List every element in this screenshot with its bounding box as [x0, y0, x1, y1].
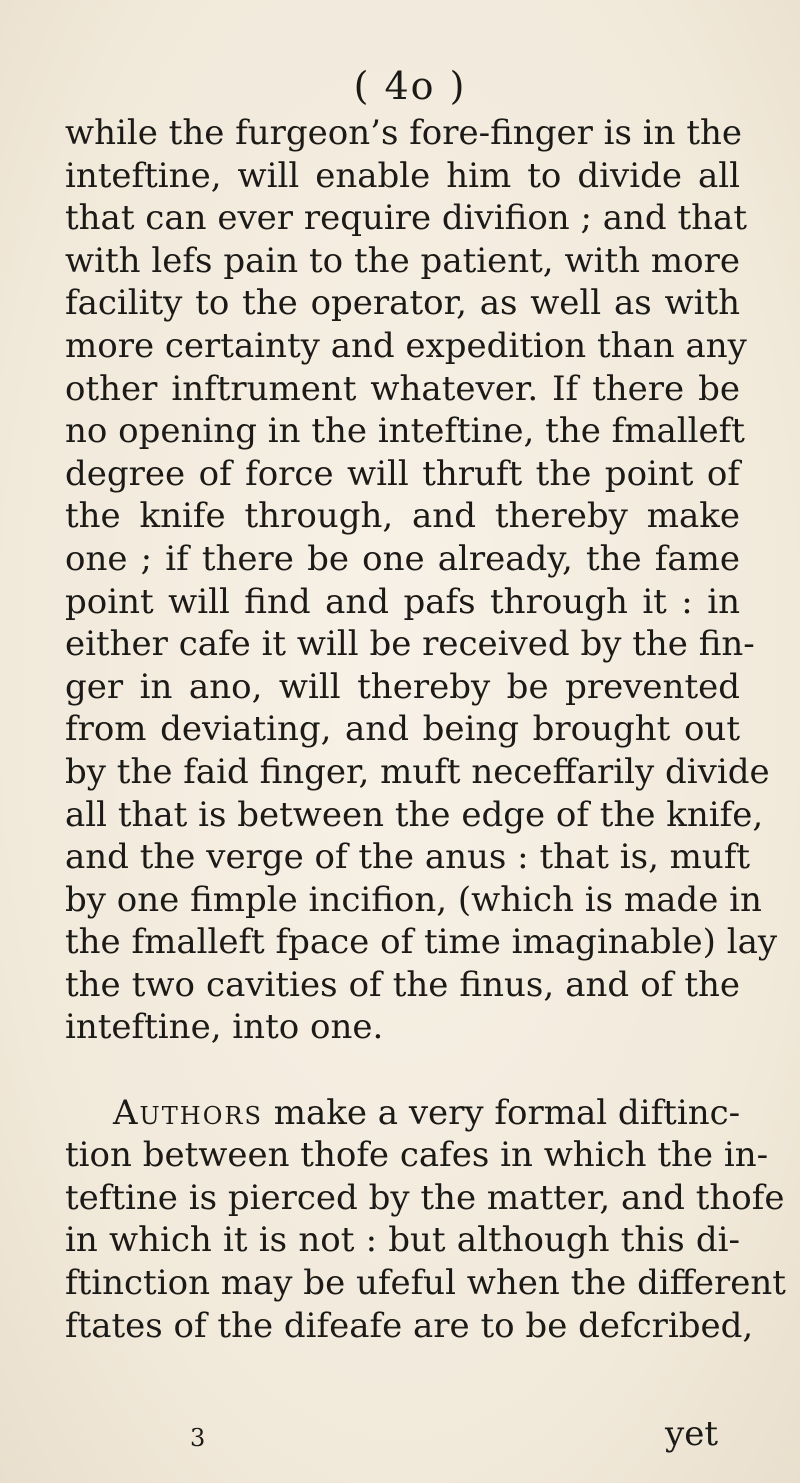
text-line: ger in ano, will thereby be prevented	[65, 666, 740, 707]
page-footer	[0, 1414, 800, 1464]
text-line: ftinction may be ufeful when the different	[65, 1263, 786, 1304]
text-line: while the furgeon’s fore-finger is in the	[65, 113, 743, 153]
text-line: more certainty and expedition than any	[65, 325, 747, 366]
paragraph-break	[65, 1049, 740, 1092]
text-line: in which it is not : but although this di-	[65, 1220, 740, 1261]
text-line: inteftine, into one.	[65, 1007, 384, 1048]
text-line: and the verge of the anus : that is, muft	[65, 837, 751, 878]
text-line: all that is between the edge of the knife,	[65, 794, 764, 835]
text-line: the knife through, and thereby make	[65, 496, 740, 537]
text-line: the fmalleft fpace of time imaginable) lay	[65, 922, 778, 963]
text-line: point will find and pafs through it : in	[65, 581, 740, 622]
paragraph-opening-line	[65, 1092, 740, 1135]
text-line: from deviating, and being brought out	[65, 709, 740, 750]
text-line: inteftine, will enable him to divide all	[65, 155, 740, 196]
text-line: either cafe it will be received by the fin-	[65, 624, 755, 665]
text-line: degree of force will thruft the point of	[65, 453, 740, 494]
text-line: that can ever require divifion ; and that	[65, 198, 747, 239]
text-fragment: make a very formal diftinc-	[273, 1092, 741, 1133]
text-line: the two cavities of the finus, and of the	[65, 964, 740, 1005]
text-line: by one fimple incifion, (which is made in	[65, 879, 762, 920]
catchword: yet	[665, 1414, 718, 1454]
text-line: one ; if there be one already, the fame	[65, 538, 740, 579]
small-caps-lead: Authors	[113, 1092, 263, 1133]
text-line: by the faid finger, muft neceffarily divide	[65, 751, 770, 792]
text-line: no opening in the inteftine, the fmalleft	[65, 411, 745, 452]
signature-mark: 3	[190, 1424, 206, 1452]
text-line: teftine is pierced by the matter, and thofe	[65, 1177, 785, 1218]
text-line: ftates of the difeafe are to be defcribed,	[65, 1305, 754, 1346]
text-line: facility to the operator, as well as with	[65, 283, 740, 324]
text-line: other inftrument whatever. If there be	[65, 368, 740, 409]
page-number: ( 4o )	[353, 64, 467, 108]
body-text	[65, 112, 786, 1347]
text-line: with lefs pain to the patient, with more	[65, 240, 740, 281]
text-line: tion between thofe cafes in which the in-	[65, 1135, 769, 1176]
